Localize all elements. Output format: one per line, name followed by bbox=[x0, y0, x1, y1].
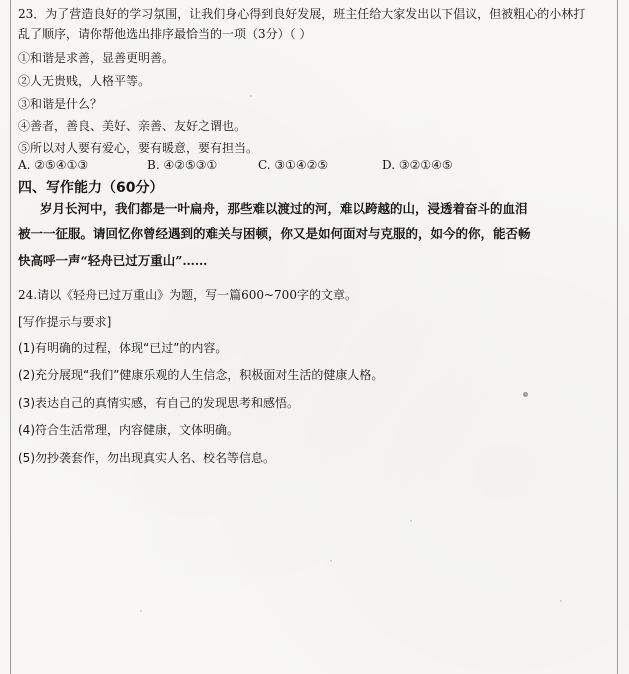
choice-d: D. ③②①④⑤ bbox=[382, 158, 453, 172]
option-1: ①和谐是求善，显善更明善。 bbox=[18, 51, 175, 65]
question-23-line-1: 23．为了营造良好的学习氛围，让我们身心得到良好发展，班主任给大家发出以下倡议，但被粗心的小林打 bbox=[18, 7, 586, 21]
scan-speck bbox=[330, 560, 332, 562]
requirement-5: (5)勿抄袭套作，勿出现真实人名、校名等信息。 bbox=[18, 451, 275, 465]
choice-a: A. ②⑤④①③ bbox=[18, 158, 89, 172]
requirement-1: (1)有明确的过程，体现“已过”的内容。 bbox=[18, 341, 228, 355]
scan-speck bbox=[523, 392, 528, 397]
requirement-3: (3)表达自己的真情实感，有自己的发现思考和感悟。 bbox=[18, 396, 300, 410]
scan-speck bbox=[560, 600, 562, 602]
option-3: ③和谐是什么？ bbox=[18, 97, 103, 111]
option-4: ④善者，善良、美好、亲善、友好之谓也。 bbox=[18, 119, 247, 133]
choice-b: B. ④②⑤③① bbox=[147, 158, 218, 172]
passage-line-2: 被一一征服。请回忆你曾经遇到的难关与困顿，你又是如何面对与克服的，如今的你，能否畅 bbox=[18, 226, 531, 241]
scan-speck bbox=[410, 520, 412, 522]
option-5: ⑤所以对人要有爱心，要有暖意，要有担当。 bbox=[18, 141, 259, 155]
option-2: ②人无贵贱，人格平等。 bbox=[18, 74, 151, 88]
page-left-border bbox=[10, 0, 11, 674]
passage-line-1: 岁月长河中，我们都是一叶扁舟，那些难以渡过的河，难以跨越的山，浸透着奋斗的血泪 bbox=[40, 201, 528, 216]
requirements-title: [写作提示与要求] bbox=[18, 315, 112, 329]
section-title: 四、写作能力（60分） bbox=[18, 180, 164, 196]
writing-task: 24.请以《轻舟已过万重山》为题，写一篇600~700字的文章。 bbox=[18, 288, 357, 302]
question-23-line-2: 乱了顺序，请你帮他选出排序最恰当的一项（3分）（ ） bbox=[18, 27, 312, 41]
choice-c: C. ③①④②⑤ bbox=[258, 158, 329, 172]
scan-speck bbox=[140, 610, 142, 612]
page-right-border bbox=[617, 0, 618, 674]
scan-speck bbox=[250, 95, 252, 97]
requirement-4: (4)符合生活常理，内容健康，文体明确。 bbox=[18, 423, 239, 437]
requirement-2: (2)充分展现“我们”健康乐观的人生信念，积极面对生活的健康人格。 bbox=[18, 368, 384, 382]
passage-line-3: 快高呼一声“轻舟已过万重山”…… bbox=[18, 253, 208, 268]
